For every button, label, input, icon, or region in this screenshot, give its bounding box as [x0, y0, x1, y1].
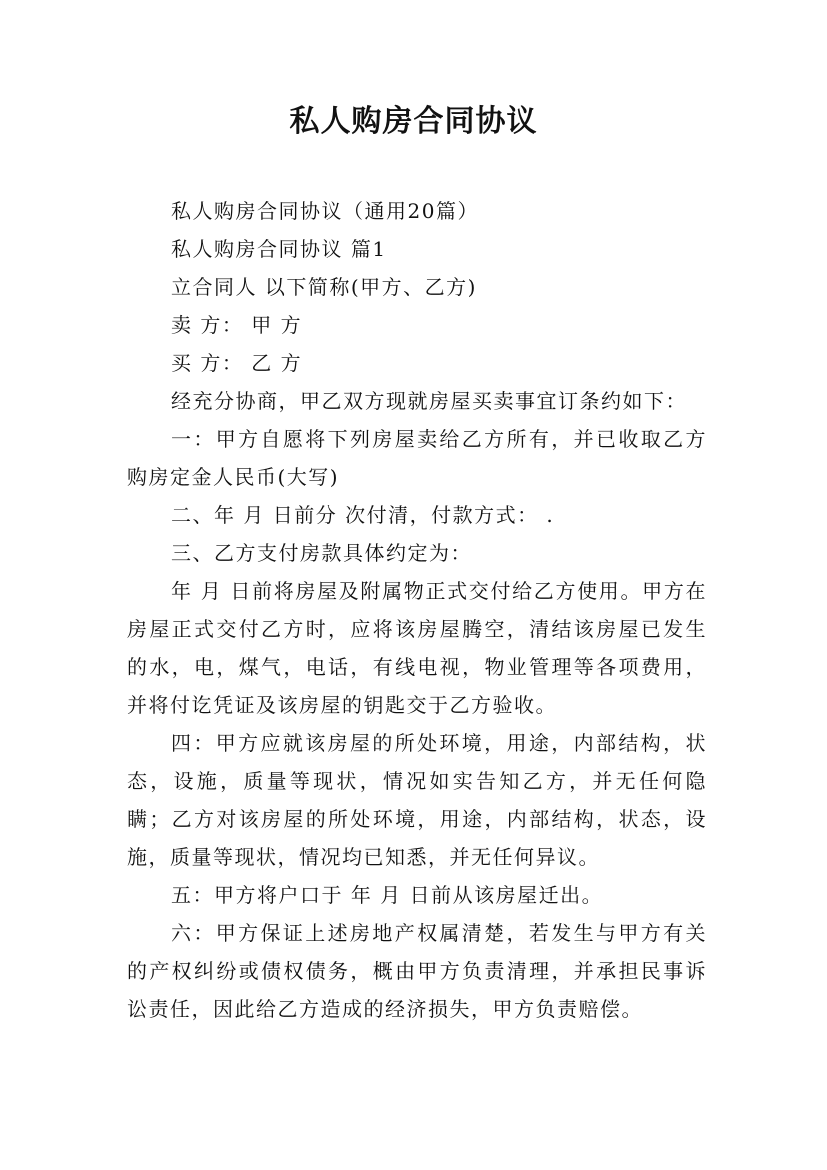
paragraph-buyer: 买 方： 乙 方: [171, 351, 303, 375]
paragraph-clause-4: 四：甲方应就该房屋的所处环境，用途，内部结构，状态，设施，质量等现状，情况如实告知乙方，并无任何隐瞒；乙方对该房屋的所处环境，用途，内部结构，状态，设施，质量等现状，情况均已知悉，并无任何异议。: [127, 731, 707, 869]
paragraph-subtitle: 私人购房合同协议（通用20篇）: [171, 199, 479, 223]
paragraph-clause-3-detail: 年 月 日前将房屋及附属物正式交付给乙方使用。甲方在房屋正式交付乙方时，应将该房屋腾空，清结该房屋已发生的水，电，煤气，电话，有线电视，物业管理等各项费用，并将付讫凭证及该房屋的钥匙交于乙方验收。: [127, 579, 707, 717]
paragraph-clause-5: 五：甲方将户口于 年 月 日前从该房屋迁出。: [171, 883, 604, 907]
paragraph-section-heading: 私人购房合同协议 篇1: [171, 237, 387, 261]
paragraph-agreement-intro: 经充分协商，甲乙双方现就房屋买卖事宜订条约如下：: [171, 389, 687, 413]
document-title: 私人购房合同协议: [289, 104, 538, 139]
document-body: [127, 192, 707, 1028]
paragraph-seller: 卖 方： 甲 方: [171, 313, 303, 337]
paragraph-parties: 立合同人 以下简称(甲方、乙方): [171, 275, 477, 299]
paragraph-clause-1: 一：甲方自愿将下列房屋卖给乙方所有，并已收取乙方购房定金人民币(大写): [127, 427, 707, 489]
paragraph-clause-2: 二、年 月 日前分 次付清，付款方式： .: [171, 503, 555, 527]
paragraph-clause-3: 三、乙方支付房款具体约定为：: [171, 541, 472, 565]
paragraph-clause-6: 六：甲方保证上述房地产权属清楚，若发生与甲方有关的产权纠纷或债权债务，概由甲方负责清理，并承担民事诉讼责任，因此给乙方造成的经济损失，甲方负责赔偿。: [127, 921, 707, 1021]
